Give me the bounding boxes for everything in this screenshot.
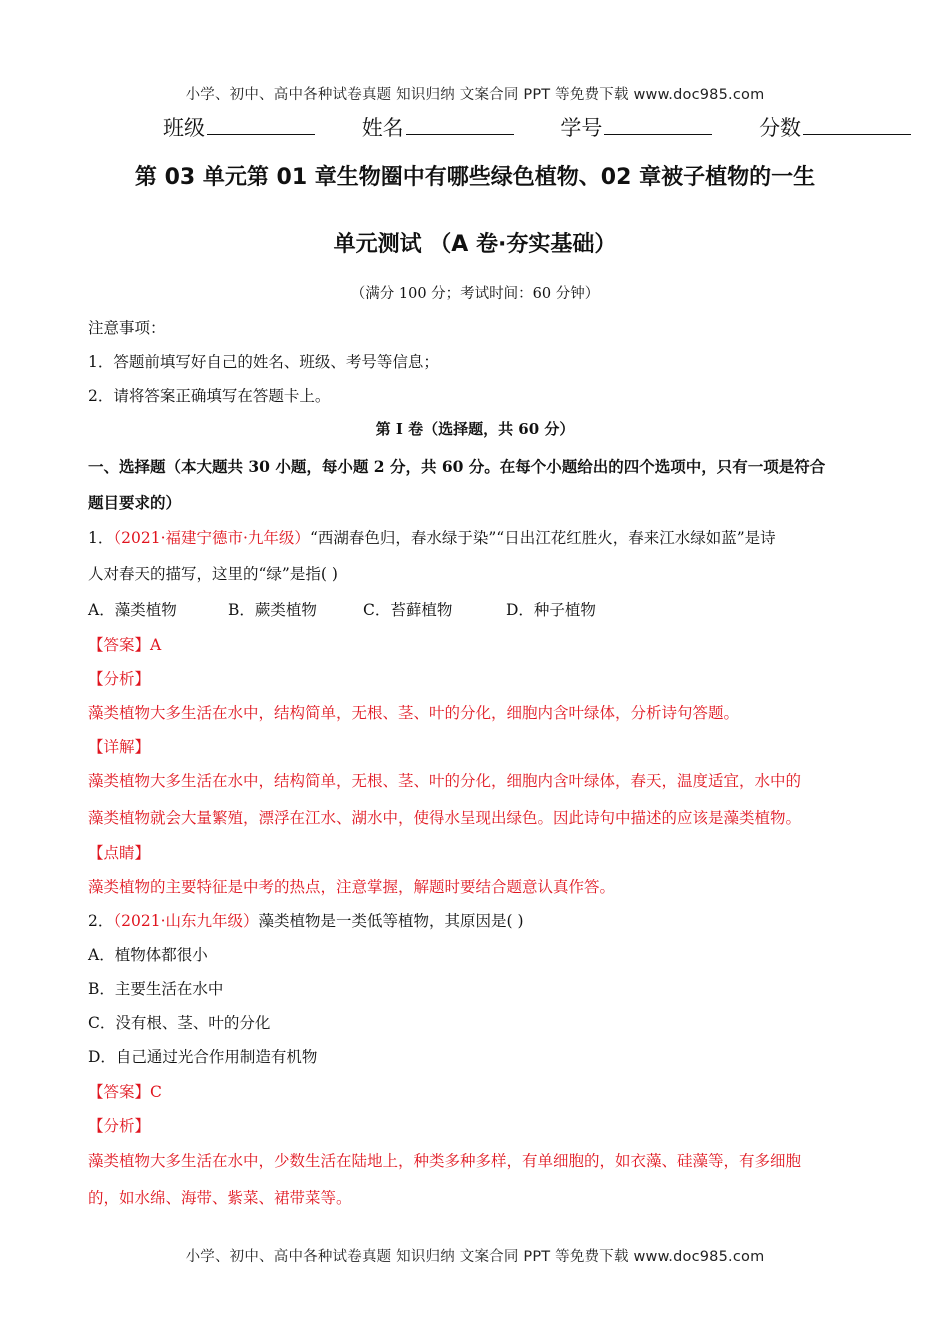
notes-item-2: 2．请将答案正确填写在答题卡上。 [88, 387, 331, 405]
q2-answer: 【答案】C [88, 1083, 162, 1101]
exam-subtitle: （满分 100 分；考试时间：60 分钟） [350, 286, 600, 302]
q1-stem-text: “西湖春色归，春水绿于染”“日出江花红胜火，春来江水绿如蓝”是诗 [309, 529, 776, 547]
page-title-line2: 单元测试 （A 卷·夯实基础） [333, 232, 617, 257]
q2-source: （2021·山东九年级） [113, 912, 259, 930]
class-blank[interactable] [207, 116, 315, 135]
section-title: 第 I 卷（选择题，共 60 分） [375, 420, 575, 438]
page-title-line1: 第 03 单元第 01 章生物圈中有哪些绿色植物、02 章被子植物的一生 [134, 165, 816, 190]
q2-stem [88, 909, 868, 931]
score-label: 分数 [759, 116, 802, 140]
name-label: 姓名 [361, 116, 404, 140]
q1-analysis-text: 藻类植物大多生活在水中，结构简单，无根、茎、叶的分化，细胞内含叶绿体，分析诗句答题。 [88, 704, 740, 722]
q1-option-d: D．种子植物 [506, 601, 596, 619]
score-field [759, 112, 911, 142]
part-heading-line1: 一、选择题（本大题共 30 小题，每小题 2 分，共 60 分。在每个小题给出的四个选项中，只有一项是符合 [88, 457, 826, 476]
q1-number: 1． [88, 529, 114, 547]
class-field [163, 112, 315, 142]
q2-option-c: C．没有根、茎、叶的分化 [88, 1014, 271, 1032]
id-blank[interactable] [604, 116, 712, 135]
q1-stem-line1 [88, 526, 868, 548]
q1-comment-label: 【点睛】 [88, 844, 151, 862]
q1-options [88, 598, 868, 620]
name-field [362, 112, 514, 142]
id-label: 学号 [560, 116, 603, 140]
footer-banner: 小学、初中、高中各种试卷真题 知识归纳 文案合同 PPT 等免费下载 www.doc985.com [185, 1249, 765, 1265]
q1-option-c: C．苔藓植物 [363, 601, 453, 619]
q1-source: （2021·福建宁德市·九年级） [113, 529, 310, 547]
q1-option-b: B．蕨类植物 [228, 601, 317, 619]
header-banner: 小学、初中、高中各种试卷真题 知识归纳 文案合同 PPT 等免费下载 www.doc985.com [185, 87, 765, 103]
student-info-row [163, 112, 923, 142]
q1-stem-line2: 人对春天的描写，这里的“绿”是指( ) [88, 565, 338, 583]
q2-stem-text: 藻类植物是一类低等植物，其原因是( ) [258, 912, 524, 930]
q1-detail-line2: 藻类植物就会大量繁殖，漂浮在江水、湖水中，使得水呈现出绿色。因此诗句中描述的应该是藻类植物。 [88, 809, 802, 827]
id-field [560, 112, 712, 142]
q1-detail-label: 【详解】 [88, 738, 151, 756]
q1-detail-line1: 藻类植物大多生活在水中，结构简单，无根、茎、叶的分化，细胞内含叶绿体，春天，温度适宜，水中的 [88, 772, 802, 790]
q2-analysis-label: 【分析】 [88, 1117, 151, 1135]
q1-option-a: A．藻类植物 [88, 601, 177, 619]
notes-heading: 注意事项： [88, 319, 166, 337]
q1-answer: 【答案】A [88, 636, 162, 654]
q2-option-a: A．植物体都很小 [88, 946, 208, 964]
q2-option-b: B．主要生活在水中 [88, 980, 224, 998]
class-label: 班级 [163, 116, 205, 140]
score-blank[interactable] [803, 116, 911, 135]
q1-analysis-label: 【分析】 [88, 670, 151, 688]
part-heading-line2: 题目要求的） [88, 493, 182, 512]
q1-comment-text: 藻类植物的主要特征是中考的热点，注意掌握，解题时要结合题意认真作答。 [88, 878, 616, 896]
q2-option-d: D．自己通过光合作用制造有机物 [88, 1048, 318, 1066]
q2-number: 2． [88, 912, 114, 930]
name-blank[interactable] [406, 116, 514, 135]
q2-analysis-line1: 藻类植物大多生活在水中，少数生活在陆地上，种类多种多样，有单细胞的，如衣藻、硅藻等，有多细胞 [88, 1152, 802, 1170]
notes-item-1: 1．答题前填写好自己的姓名、班级、考号等信息； [88, 353, 439, 371]
q2-analysis-line2: 的，如水绵、海带、紫菜、裙带菜等。 [88, 1189, 352, 1207]
